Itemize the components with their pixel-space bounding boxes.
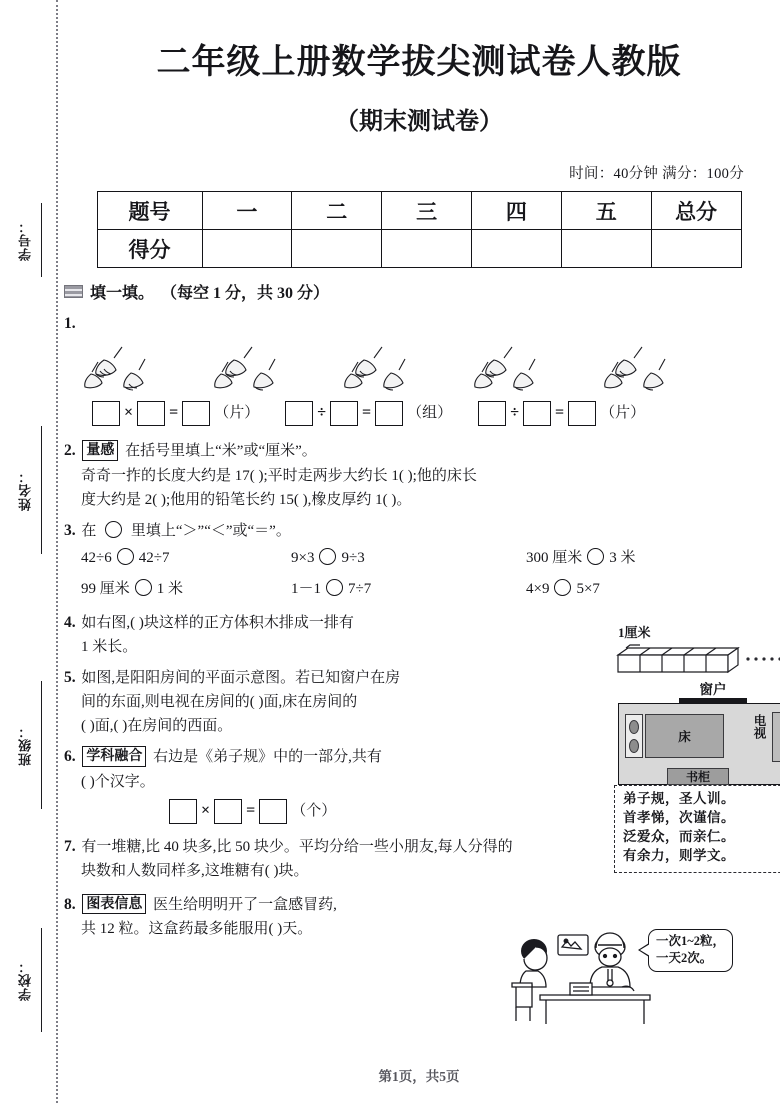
exam-page bbox=[58, 0, 780, 1103]
page-footer: 第1页，共5页 bbox=[378, 1069, 460, 1084]
equation-divide-groups bbox=[285, 400, 452, 426]
question-3-prompt-post: 里填上“＞”“＜”或“＝”。 bbox=[130, 523, 291, 540]
bubble-line-2: 一天2次。 bbox=[656, 951, 713, 966]
comparison-left: 9×3 bbox=[291, 550, 315, 567]
operator: ÷ bbox=[510, 404, 519, 422]
cube-row-figure bbox=[614, 622, 780, 677]
equation-multiply bbox=[92, 400, 259, 426]
comparison-right: 7÷7 bbox=[348, 580, 372, 597]
pillow-icon bbox=[629, 739, 639, 753]
unit-label: （组） bbox=[407, 405, 453, 422]
equals-sign: = bbox=[246, 802, 256, 820]
score-table-col-5: 总分 bbox=[651, 192, 741, 230]
question-3-number: 3. bbox=[64, 522, 76, 540]
question-8 bbox=[64, 892, 464, 942]
margin-field-school bbox=[0, 905, 58, 1055]
answer-blank[interactable] bbox=[523, 401, 551, 426]
page-title: 二年级上册数学拔尖测试卷人教版 bbox=[156, 42, 682, 82]
question-5-line-3: ( )面,( )在房间的西面。 bbox=[81, 718, 233, 735]
question-2-tag: 量感 bbox=[82, 440, 118, 461]
score-table-col-0: 一 bbox=[202, 192, 292, 230]
comparison-right: 9÷3 bbox=[341, 550, 365, 567]
question-7-line-1: 有一堆糖,比 40 块多,比 50 块少。平均分给一些小朋友,每人分得的 bbox=[81, 838, 513, 855]
question-8-number: 8. bbox=[64, 895, 76, 913]
score-cell-5[interactable] bbox=[651, 230, 741, 268]
score-table-col-1: 二 bbox=[292, 192, 382, 230]
question-8-line-2: 共 12 粒。这盒药最多能服用( )天。 bbox=[81, 920, 313, 937]
question-5-line-2: 间的东面,则电视在房间的( )面,床在房间的 bbox=[81, 693, 358, 710]
section-title: 填一填。 bbox=[90, 285, 155, 302]
unit-label: （片） bbox=[600, 405, 646, 422]
comparison-item bbox=[291, 546, 526, 570]
margin-write-line bbox=[41, 681, 42, 809]
question-4 bbox=[64, 610, 534, 660]
dizigui-poem-figure bbox=[614, 785, 780, 873]
table-row-question-numbers bbox=[97, 192, 741, 230]
section-points: （每空 1 分，共 30 分） bbox=[161, 285, 330, 302]
margin-binding-strip bbox=[0, 0, 58, 1103]
margin-label-school: 学校： bbox=[18, 959, 34, 1001]
leaf-group bbox=[604, 342, 700, 398]
question-8-tag: 图表信息 bbox=[82, 894, 146, 915]
cube-strip bbox=[614, 643, 780, 677]
question-6-number: 6. bbox=[64, 748, 76, 766]
equals-sign: = bbox=[169, 404, 179, 422]
question-2-prompt: 在括号里填上“米”或“厘米”。 bbox=[125, 443, 317, 460]
comparison-blank-circle[interactable] bbox=[326, 579, 343, 596]
comparison-blank-circle[interactable] bbox=[135, 579, 152, 596]
margin-write-line bbox=[41, 928, 42, 1032]
question-6-equation bbox=[169, 798, 534, 824]
room-plan-figure bbox=[618, 678, 780, 785]
comparison-item bbox=[81, 546, 291, 570]
answer-blank[interactable] bbox=[92, 401, 120, 426]
room-window-label: 窗户 bbox=[699, 682, 727, 697]
margin-field-name bbox=[0, 400, 58, 580]
poem-line: 泛爱众，而亲仁。 bbox=[623, 829, 735, 846]
comparison-right: 1 米 bbox=[156, 580, 184, 597]
unit-label: （片） bbox=[214, 405, 260, 422]
question-3 bbox=[64, 518, 780, 601]
bed-label: 床 bbox=[645, 714, 724, 758]
score-table-col-3: 四 bbox=[471, 192, 561, 230]
question-5-line-1: 如图,是阳阳房间的平面示意图。若已知窗户在房 bbox=[81, 669, 401, 686]
equals-sign: = bbox=[554, 404, 565, 422]
room-outline bbox=[618, 703, 780, 785]
score-table-row-label-1: 得分 bbox=[97, 230, 202, 268]
question-1-number: 1. bbox=[64, 315, 76, 332]
score-table-col-4: 五 bbox=[561, 192, 651, 230]
table-row-scores bbox=[97, 230, 741, 268]
equals-sign: = bbox=[362, 404, 372, 422]
question-7-number: 7. bbox=[64, 837, 76, 855]
question-7-line-2: 块数和人数同样多,这堆糖有( )块。 bbox=[81, 863, 309, 880]
score-cell-0[interactable] bbox=[202, 230, 292, 268]
pillow-area bbox=[625, 714, 643, 758]
tv-icon bbox=[772, 712, 780, 762]
comparison-blank-circle[interactable] bbox=[319, 548, 336, 565]
poem-line: 弟子规，圣人训。 bbox=[623, 791, 735, 807]
operator: × bbox=[201, 802, 211, 820]
answer-blank[interactable] bbox=[182, 401, 210, 426]
ginkgo-leaf-illustration bbox=[84, 342, 780, 398]
question-2 bbox=[64, 438, 780, 512]
margin-write-line bbox=[41, 426, 42, 554]
comparison-blank-circle[interactable] bbox=[117, 548, 134, 565]
comparison-left: 1－1 bbox=[291, 580, 322, 597]
comparison-item bbox=[81, 577, 291, 601]
tv-label: 电视 bbox=[752, 714, 766, 739]
margin-label-class: 班级： bbox=[18, 724, 34, 766]
pillow-icon bbox=[629, 720, 639, 734]
comparison-left: 42÷6 bbox=[81, 550, 112, 567]
question-3-comparisons bbox=[81, 546, 780, 601]
answer-blank[interactable] bbox=[214, 799, 242, 824]
question-6-tag: 学科融合 bbox=[82, 746, 146, 767]
question-6 bbox=[64, 744, 534, 824]
comparison-blank-circle[interactable] bbox=[554, 579, 571, 596]
question-6-line-2: ( )个汉字。 bbox=[81, 773, 155, 790]
cube-size-label: 1厘米 bbox=[618, 625, 651, 640]
answer-blank[interactable] bbox=[285, 401, 313, 426]
unit-label: （个） bbox=[291, 802, 337, 819]
score-cell-4[interactable] bbox=[561, 230, 651, 268]
margin-write-line bbox=[41, 203, 42, 277]
answer-blank[interactable] bbox=[259, 799, 287, 824]
question-4-line-2: 1 米长。 bbox=[81, 639, 138, 656]
margin-label-name: 姓名： bbox=[18, 469, 34, 511]
equation-divide-leaves bbox=[478, 400, 645, 426]
question-2-line-2: 度大约是 2( );他用的铅笔长约 15( ),橡皮厚约 1( )。 bbox=[81, 491, 412, 508]
comparison-item bbox=[291, 577, 526, 601]
score-table-row-label-0: 题号 bbox=[97, 192, 202, 230]
question-1-equations bbox=[92, 400, 780, 426]
score-cell-1[interactable] bbox=[292, 230, 382, 268]
section-header-fill-in bbox=[64, 280, 780, 303]
doctor-consultation-figure bbox=[510, 925, 780, 1035]
answer-blank[interactable] bbox=[330, 401, 358, 426]
striped-block-icon bbox=[64, 285, 83, 298]
operator: ÷ bbox=[317, 404, 327, 422]
answer-blank[interactable] bbox=[137, 401, 165, 426]
question-3-prompt-pre: 在 bbox=[81, 523, 97, 540]
doctor-scene-illustration bbox=[510, 925, 660, 1030]
comparison-right: 5×7 bbox=[576, 580, 600, 597]
question-4-number: 4. bbox=[64, 613, 76, 631]
question-7 bbox=[64, 834, 684, 884]
leaf-group bbox=[344, 342, 440, 398]
comparison-right: 3 米 bbox=[609, 550, 636, 567]
answer-blank[interactable] bbox=[478, 401, 506, 426]
comparison-right: 42÷7 bbox=[138, 550, 170, 567]
bookshelf-label: 书柜 bbox=[667, 768, 729, 785]
comparison-item bbox=[526, 577, 780, 601]
question-4-line-1: 如右图,( )块这样的正方体积木排成一排有 bbox=[81, 614, 354, 631]
leaf-group bbox=[84, 342, 180, 398]
question-5 bbox=[64, 665, 534, 739]
page-subtitle: （期末测试卷） bbox=[335, 106, 503, 135]
poem-line: 有余力，则学文。 bbox=[623, 848, 735, 865]
comparison-left: 99 厘米 bbox=[81, 580, 130, 597]
question-1 bbox=[64, 311, 780, 426]
margin-field-student-id bbox=[0, 180, 58, 300]
margin-label-student-id: 学号： bbox=[18, 219, 34, 261]
bubble-line-1: 一次1~2粒， bbox=[656, 934, 726, 948]
margin-field-class bbox=[0, 655, 58, 835]
dosage-speech-bubble bbox=[648, 929, 733, 972]
leaf-group bbox=[214, 342, 310, 398]
comparison-left: 300 厘米 bbox=[526, 550, 583, 567]
answer-blank[interactable] bbox=[169, 799, 197, 824]
equation-characters bbox=[169, 798, 336, 824]
score-cell-3[interactable] bbox=[471, 230, 561, 268]
comparison-blank-circle[interactable] bbox=[587, 548, 604, 565]
operator: × bbox=[124, 404, 134, 422]
comparison-item bbox=[526, 546, 780, 570]
comparison-left: 4×9 bbox=[526, 580, 550, 597]
exam-meta: 时间：40分钟 满分：100分 bbox=[569, 166, 744, 182]
question-2-number: 2. bbox=[64, 442, 76, 460]
question-8-line-1: 医生给明明开了一盒感冒药, bbox=[153, 896, 337, 913]
answer-blank[interactable] bbox=[568, 401, 596, 426]
score-table-col-2: 三 bbox=[382, 192, 472, 230]
question-2-line-1: 奇奇一拃的长度大约是 17( );平时走两步大约长 1( );他的床长 bbox=[81, 467, 477, 484]
score-cell-2[interactable] bbox=[382, 230, 472, 268]
score-table bbox=[97, 191, 742, 268]
answer-blank[interactable] bbox=[375, 401, 403, 426]
leaf-group bbox=[474, 342, 570, 398]
comparison-circle-icon bbox=[105, 521, 122, 538]
poem-box bbox=[614, 785, 780, 873]
question-6-line-1: 右边是《弟子规》中的一部分,共有 bbox=[153, 749, 382, 766]
question-5-number: 5. bbox=[64, 668, 76, 686]
poem-line: 首孝悌，次谨信。 bbox=[623, 810, 735, 827]
